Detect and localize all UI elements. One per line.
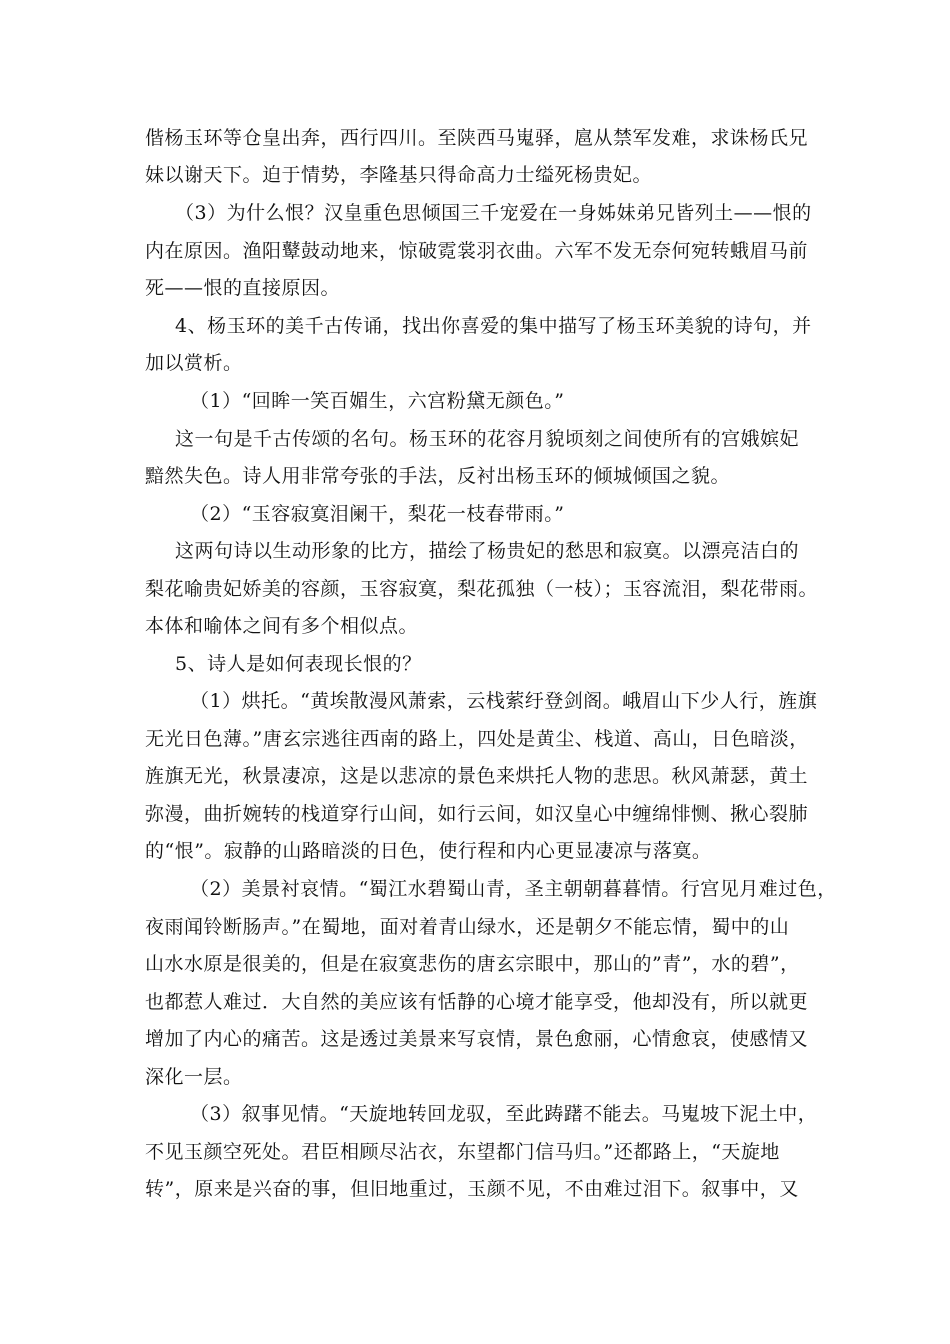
text-line: 转”，原来是兴奋的事，但旧地重过，玉颜不见，不由难过泪下。叙事中，又: [145, 1178, 799, 1200]
text-line: （3）叙事见情。“天旋地转回龙驭，至此踌躇不能去。马嵬坡下泥土中，: [190, 1103, 818, 1125]
text-line: 死——恨的直接原因。: [145, 277, 341, 299]
text-line: 山水水原是很美的，但是在寂寞悲伤的唐玄宗眼中，那山的”青”，水的碧”，: [145, 953, 800, 975]
text-line: 夜雨闻铃断肠声。”在蜀地，面对着青山绿水，还是朝夕不能忘情，蜀中的山: [145, 916, 790, 938]
text-line: 这一句是千古传颂的名句。杨玉环的花容月貌顷刻之间使所有的宫娥嫔妃: [175, 428, 800, 450]
text-line: 妹以谢天下。迫于情势，李隆基只得命高力士缢死杨贵妃。: [145, 164, 653, 186]
text-line: 加以赏析。: [145, 352, 243, 374]
text-line: 不见玉颜空死处。君臣相顾尽沾衣，东望都门信马归。”还都路上，“天旋地: [145, 1141, 780, 1163]
text-line: 旌旗无光，秋景凄凉，这是以悲凉的景色来烘托人物的悲思。秋风萧瑟，黄土: [145, 765, 809, 787]
text-line: 也都惹人难过．大自然的美应该有恬静的心境才能享受，他却没有，所以就更: [145, 991, 809, 1013]
text-line: 增加了内心的痛苦。这是透过美景来写哀情，景色愈丽，心情愈哀，使感情又: [145, 1028, 809, 1050]
text-line: （2）“玉容寂寞泪阑干，梨花一枝春带雨。”: [190, 503, 565, 525]
text-line: 偕杨玉环等仓皇出奔，西行四川。至陕西马嵬驿，扈从禁军发难，求诛杨氏兄: [145, 127, 809, 149]
text-line: 的“恨”。寂静的山路暗淡的日色，使行程和内心更显凄凉与落寞。: [145, 840, 712, 862]
text-line: （3）为什么恨？汉皇重色思倾国三千宠爱在一身姊妹弟兄皆列土——恨的: [175, 202, 812, 224]
text-line: （1）“回眸一笑百媚生，六宫粉黛无颜色。”: [190, 390, 565, 412]
text-line: （2）美景衬哀情。“蜀江水碧蜀山青，圣主朝朝暮暮情。行宫见月难过色，: [190, 878, 837, 900]
text-line: 梨花喻贵妃娇美的容颜，玉容寂寞，梨花孤独（一枝）；玉容流泪，梨花带雨。: [145, 578, 819, 600]
text-line: 4、杨玉环的美千古传诵，找出你喜爱的集中描写了杨玉环美貌的诗句，并: [175, 315, 812, 337]
text-line: 内在原因。渔阳鼙鼓动地来，惊破霓裳羽衣曲。六军不发无奈何宛转蛾眉马前: [145, 240, 809, 262]
text-line: 无光日色薄。”唐玄宗逃往西南的路上，四处是黄尘、栈道、高山，日色暗淡，: [145, 728, 809, 750]
text-line: 深化一层。: [145, 1066, 243, 1088]
text-line: （1）烘托。“黄埃散漫风萧索，云栈萦纡登剑阁。峨眉山下少人行，旌旗: [190, 690, 818, 712]
text-line: 黯然失色。诗人用非常夸张的手法，反衬出杨玉环的倾城倾国之貌。: [145, 465, 731, 487]
text-line: 本体和喻体之间有多个相似点。: [145, 615, 419, 637]
text-line: 这两句诗以生动形象的比方，描绘了杨贵妃的愁思和寂寞。以漂亮洁白的: [175, 540, 800, 562]
text-line: 弥漫，曲折婉转的栈道穿行山间，如行云间，如汉皇心中缠绵悱恻、揪心裂肺: [145, 803, 809, 825]
text-line: 5、诗人是如何表现长恨的？: [175, 653, 422, 675]
